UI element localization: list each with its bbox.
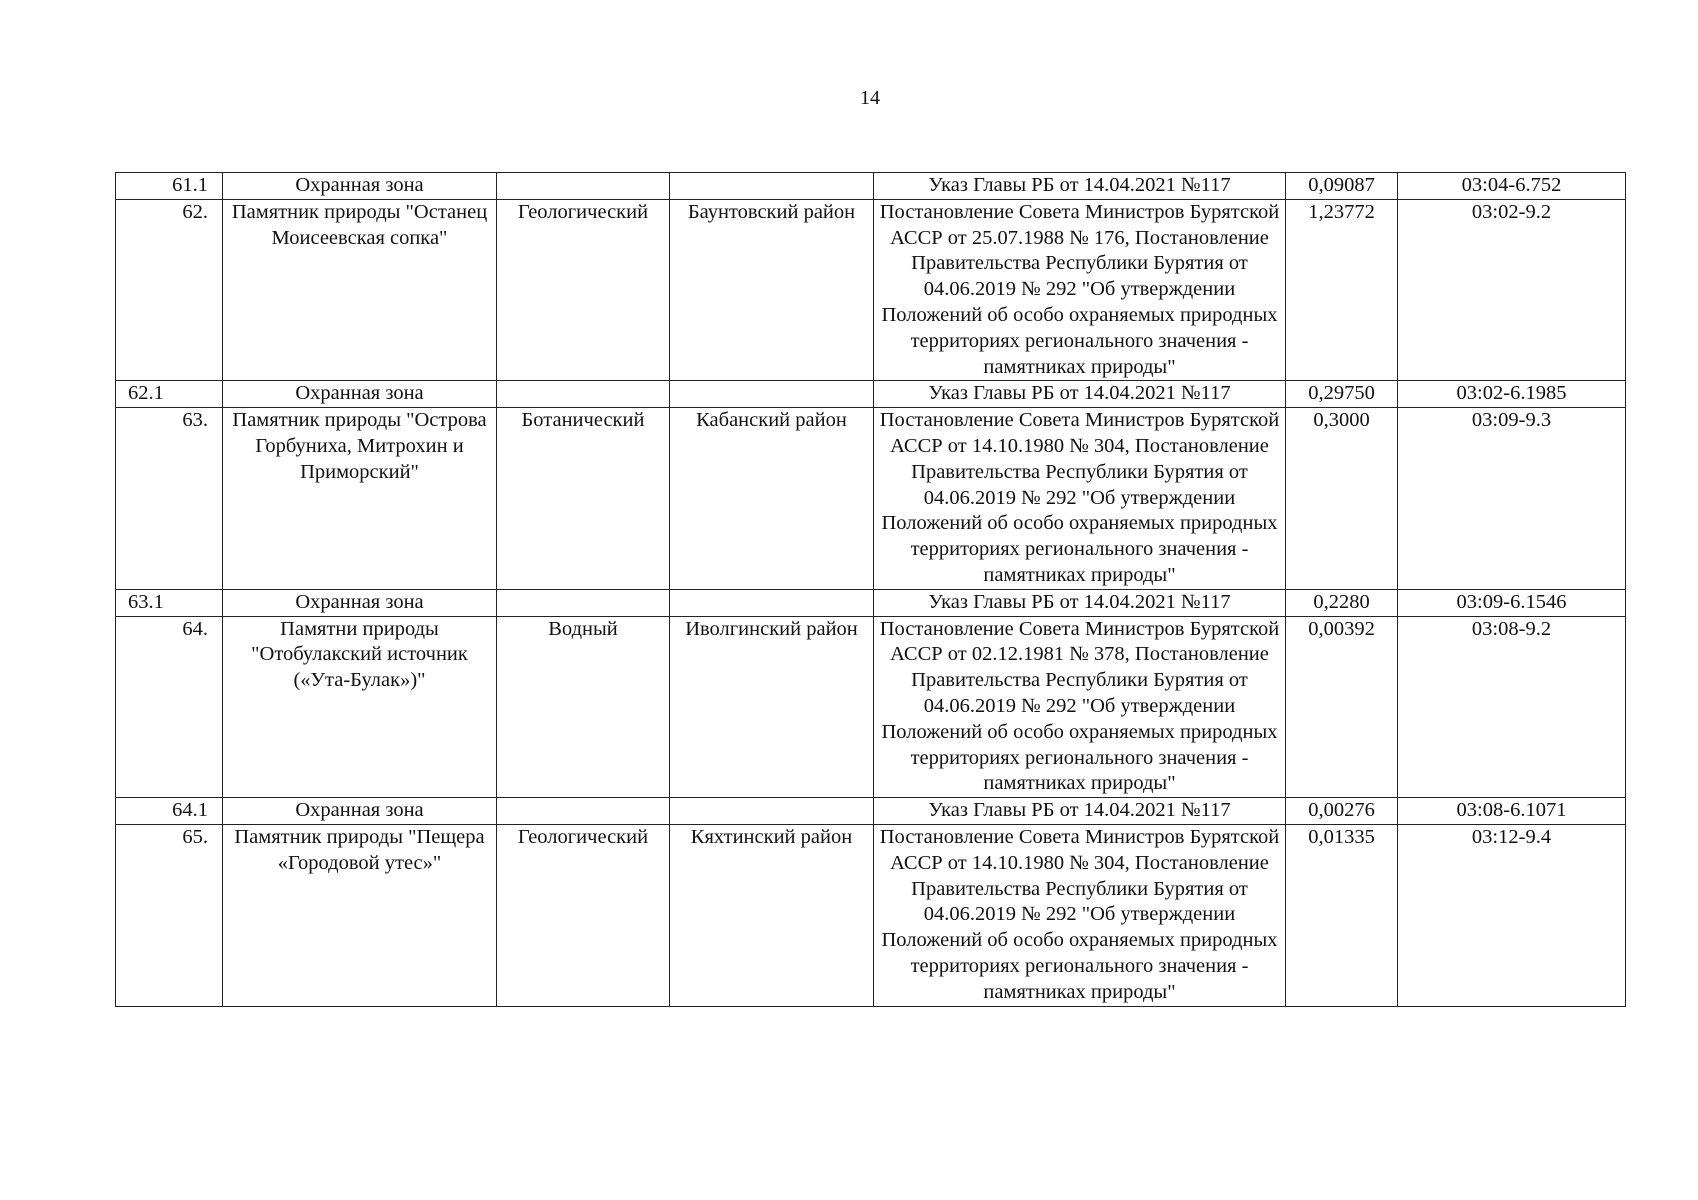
legal-document: Постановление Совета Министров Бурятской АССР от 02.12.1981 № 378, Постановление Правительства Республики Бурятия от 04.06.2019 № 292 "Об утверждении Положений об особо охраняемых природных территориях регионального значения - памятниках природы" — [874, 616, 1286, 798]
row-number: 62.1 — [116, 381, 223, 408]
area-value: 0,00392 — [1286, 616, 1398, 798]
legal-document: Постановление Совета Министров Бурятской АССР от 14.10.1980 № 304, Постановление Правительства Республики Бурятия от 04.06.2019 № 292 "Об утверждении Положений об особо охраняемых природных территориях регионального значения - памятниках природы" — [874, 824, 1286, 1006]
object-profile — [497, 381, 670, 408]
protected-areas-table — [115, 172, 1626, 1007]
row-number: 64. — [116, 616, 223, 798]
row-number: 63. — [116, 408, 223, 590]
area-value: 0,3000 — [1286, 408, 1398, 590]
table-row — [116, 408, 1626, 590]
table-row — [116, 173, 1626, 200]
registry-number: 03:04-6.752 — [1398, 173, 1626, 200]
legal-document: Указ Главы РБ от 14.04.2021 №117 — [874, 381, 1286, 408]
object-location: Баунтовский район — [670, 199, 874, 381]
registry-number: 03:08-9.2 — [1398, 616, 1626, 798]
legal-document: Указ Главы РБ от 14.04.2021 №117 — [874, 173, 1286, 200]
area-value: 0,01335 — [1286, 824, 1398, 1006]
object-name: Охранная зона — [223, 381, 497, 408]
object-location — [670, 381, 874, 408]
table-row — [116, 616, 1626, 798]
table-row — [116, 589, 1626, 616]
object-profile: Геологический — [497, 199, 670, 381]
registry-number: 03:02-6.1985 — [1398, 381, 1626, 408]
table-row — [116, 798, 1626, 825]
object-location: Иволгинский район — [670, 616, 874, 798]
registry-number: 03:09-6.1546 — [1398, 589, 1626, 616]
area-value: 1,23772 — [1286, 199, 1398, 381]
registry-number: 03:12-9.4 — [1398, 824, 1626, 1006]
object-name: Охранная зона — [223, 798, 497, 825]
object-name: Охранная зона — [223, 589, 497, 616]
object-profile: Геологический — [497, 824, 670, 1006]
object-location: Кабанский район — [670, 408, 874, 590]
legal-document: Указ Главы РБ от 14.04.2021 №117 — [874, 589, 1286, 616]
area-value: 0,00276 — [1286, 798, 1398, 825]
legal-document: Постановление Совета Министров Бурятской АССР от 25.07.1988 № 176, Постановление Правительства Республики Бурятия от 04.06.2019 № 292 "Об утверждении Положений об особо охраняемых природных территориях регионального значения - памятниках природы" — [874, 199, 1286, 381]
registry-number: 03:02-9.2 — [1398, 199, 1626, 381]
table-row — [116, 824, 1626, 1006]
object-name: Памятни природы "Отобулакский источник («Ута-Булак»)" — [223, 616, 497, 798]
object-profile — [497, 589, 670, 616]
row-number: 64.1 — [116, 798, 223, 825]
object-profile — [497, 173, 670, 200]
object-name: Памятник природы "Острова Горбуниха, Митрохин и Приморский" — [223, 408, 497, 590]
page-number: 14 — [860, 87, 880, 109]
area-value: 0,29750 — [1286, 381, 1398, 408]
object-profile: Ботанический — [497, 408, 670, 590]
object-location — [670, 173, 874, 200]
object-location: Кяхтинский район — [670, 824, 874, 1006]
row-number: 65. — [116, 824, 223, 1006]
object-profile — [497, 798, 670, 825]
object-name: Памятник природы "Пещера «Городовой утес»" — [223, 824, 497, 1006]
object-location — [670, 589, 874, 616]
row-number: 61.1 — [116, 173, 223, 200]
legal-document: Постановление Совета Министров Бурятской АССР от 14.10.1980 № 304, Постановление Правительства Республики Бурятия от 04.06.2019 № 292 "Об утверждении Положений об особо охраняемых природных территориях регионального значения - памятниках природы" — [874, 408, 1286, 590]
registry-number: 03:08-6.1071 — [1398, 798, 1626, 825]
table-row — [116, 381, 1626, 408]
row-number: 63.1 — [116, 589, 223, 616]
row-number: 62. — [116, 199, 223, 381]
area-value: 0,09087 — [1286, 173, 1398, 200]
object-profile: Водный — [497, 616, 670, 798]
object-name: Памятник природы "Останец Моисеевская сопка" — [223, 199, 497, 381]
table-row — [116, 199, 1626, 381]
object-location — [670, 798, 874, 825]
area-value: 0,2280 — [1286, 589, 1398, 616]
registry-number: 03:09-9.3 — [1398, 408, 1626, 590]
object-name: Охранная зона — [223, 173, 497, 200]
legal-document: Указ Главы РБ от 14.04.2021 №117 — [874, 798, 1286, 825]
